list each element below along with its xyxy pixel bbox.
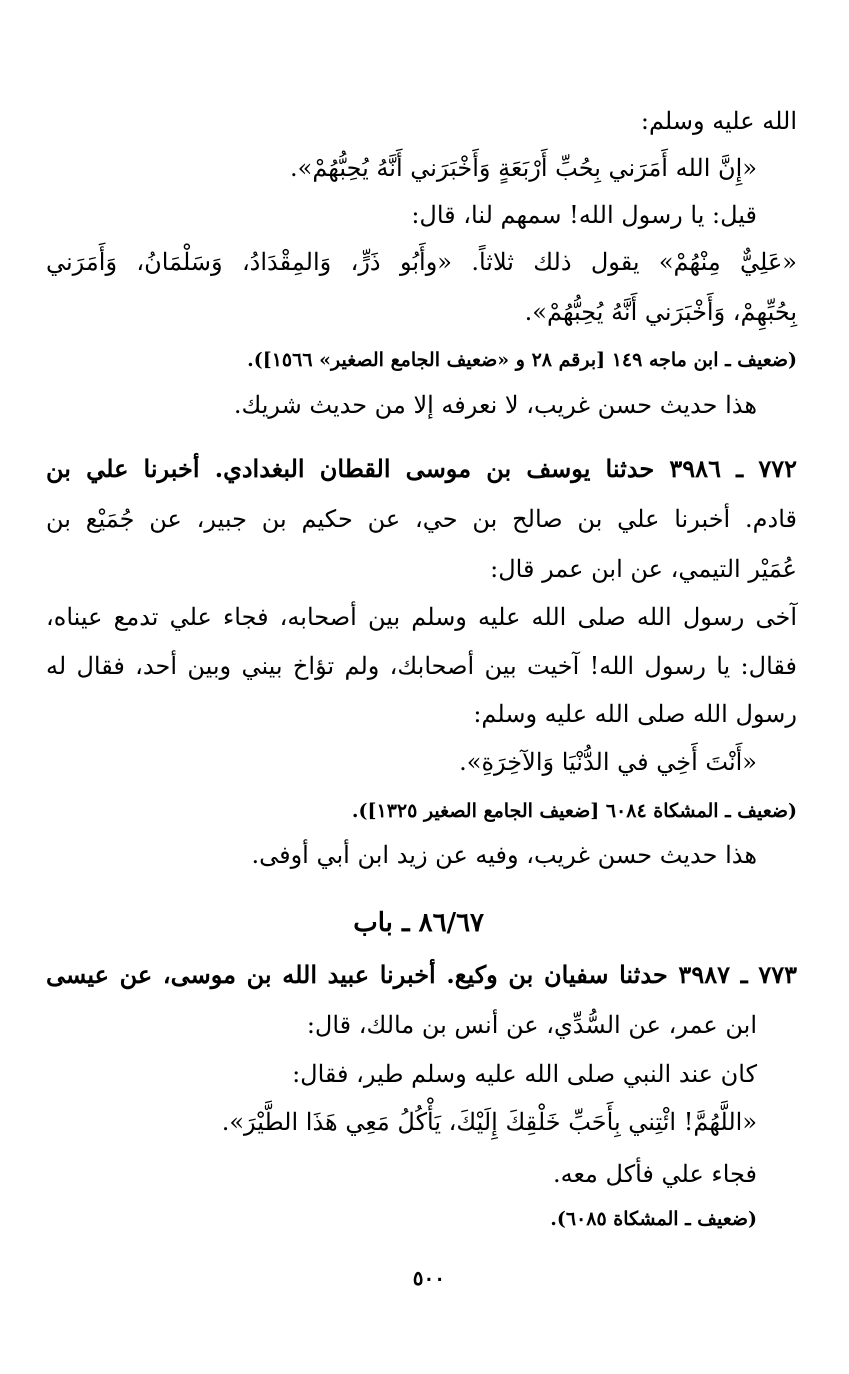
text-line: قيل: يا رسول الله! سمهم لنا، قال: bbox=[411, 201, 757, 229]
hadith-quote: «عَلِيٌّ مِنْهُمْ» يقول ذلك ثلاثاً. «وأَبُو ذَرٍّ، وَالمِقْدَادُ، وَسَلْمَانُ، وَأَمَرَني bbox=[46, 248, 797, 276]
grading-note: (ضعيف ـ ابن ماجه ١٤٩ [برقم ٢٨ و «ضعيف الجامع الصغير» ١٥٦٦]). bbox=[247, 349, 797, 371]
text-line: فقال: يا رسول الله! آخيت بين أصحابك، ولم تؤاخ بيني وبين أحد، فقال له bbox=[46, 652, 797, 680]
grading-note: (ضعيف ـ المشكاة ٦٠٨٥). bbox=[550, 1208, 757, 1230]
hadith-number-line: ٧٧٢ ـ ٣٩٨٦ حدثنا يوسف بن موسى القطان البغدادي. أخبرنا علي بن bbox=[46, 454, 797, 483]
hadith-number-line: ٧٧٣ ـ ٣٩٨٧ حدثنا سفيان بن وكيع. أخبرنا عبيد الله بن موسى، عن عيسى bbox=[46, 960, 797, 989]
text-line: الله عليه وسلم: bbox=[640, 107, 797, 135]
page-number: ٥٠٠ bbox=[412, 1266, 445, 1290]
text-line: رسول الله صلى الله عليه وسلم: bbox=[473, 700, 797, 728]
hadith-quote: «أَنْتَ أَخِي في الدُّنْيَا وَالآخِرَةِ». bbox=[459, 748, 757, 776]
commentary-line: هذا حديث حسن غريب، لا نعرفه إلا من حديث شريك. bbox=[233, 391, 757, 419]
text-line: ابن عمر، عن السُّدِّي، عن أنس بن مالك، قال: bbox=[306, 1011, 757, 1039]
hadith-quote: «اللَّهُمَّ! ائْتِني بِأَحَبِّ خَلْقِكَ إِلَيْكَ، يَأْكُلُ مَعِي هَذَا الطَّيْرَ». bbox=[221, 1108, 757, 1136]
commentary-line: هذا حديث حسن غريب، وفيه عن زيد ابن أبي أوفى. bbox=[251, 841, 757, 869]
hadith-quote: بِحُبِّهِمْ، وَأَخْبَرَني أَنَّهُ يُحِبُّهُمْ». bbox=[524, 298, 797, 326]
text-line: كان عند النبي صلى الله عليه وسلم طير، فقال: bbox=[292, 1060, 757, 1088]
text-line: قادم. أخبرنا علي بن صالح بن حي، عن حكيم بن جبير، عن جُمَيْع بن bbox=[46, 505, 797, 533]
hadith-quote: «إِنَّ الله أَمَرَني بِحُبِّ أَرْبَعَةٍ وَأَخْبَرَني أَنَّهُ يُحِبُّهُمْ». bbox=[290, 154, 757, 182]
text-line: آخى رسول الله صلى الله عليه وسلم بين أصحابه، فجاء علي تدمع عيناه، bbox=[46, 603, 797, 631]
text-line: عُمَيْر التيمي، عن ابن عمر قال: bbox=[490, 555, 797, 583]
text-line: فجاء علي فأكل معه. bbox=[552, 1160, 757, 1188]
grading-note: (ضعيف ـ المشكاة ٦٠٨٤ [ضعيف الجامع الصغير ١٣٢٥]). bbox=[351, 800, 797, 822]
chapter-heading: ٨٦/٦٧ ـ باب bbox=[353, 908, 484, 938]
